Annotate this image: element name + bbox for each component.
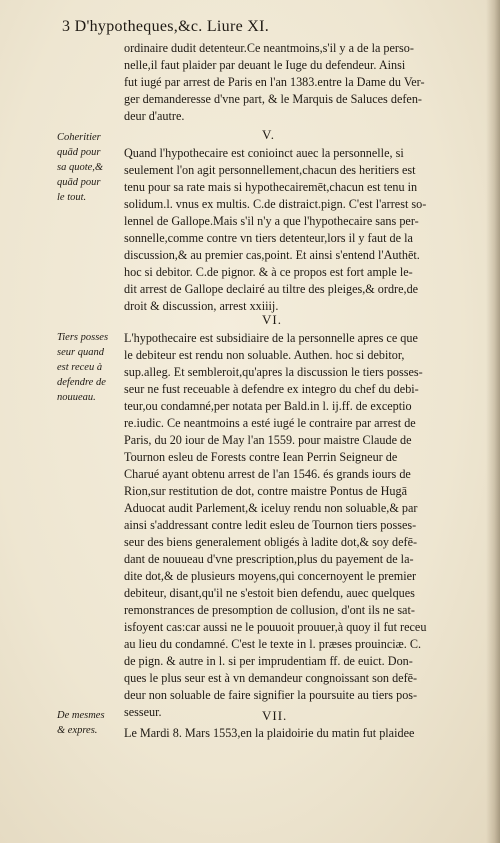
section-number-v: V. xyxy=(262,127,275,142)
text-line: Quand l'hypothecaire est conioinct auec la personnelle, si xyxy=(124,146,404,160)
text-line: isfoyent cas:car aussi ne le pouuoit prouuer,à quoy il fut receu xyxy=(124,620,427,634)
text-line: dant de nouueau d'vne prescription,plus du payement de la- xyxy=(124,552,414,566)
margin-note-coheritier xyxy=(57,130,123,205)
text-line: ordinaire dudit detenteur.Ce neantmoins,s'il y a de la perso- xyxy=(124,41,414,55)
margin-note-line: seur quand xyxy=(57,347,104,358)
text-line: nelle,il faut plaider par deuant le Iuge du defendeur. Ainsi xyxy=(124,58,406,72)
margin-note-line: Tiers posses xyxy=(57,332,109,343)
text-line: fut iugé par arrest de Paris en l'an 1383.entre la Dame du Ver- xyxy=(124,75,425,89)
margin-note-line: sa quote,& xyxy=(57,162,104,173)
text-line: Tournon esleu de Forests contre Iean Perrin Seigneur de xyxy=(124,450,398,464)
margin-note-line: quād pour xyxy=(57,147,101,158)
text-line: Paris, du 20 iour de May l'an 1559. pour maistre Claude de xyxy=(124,433,412,447)
text-line: sesseur. xyxy=(124,705,162,719)
margin-note-line: nouueau. xyxy=(57,392,96,403)
text-line: Aduocat audit Parlement,& iceluy rendu non soluable,& par xyxy=(124,501,418,515)
text-line: tenu pour sa rate mais si hypothecairemēt,chacun est tenu in xyxy=(124,180,418,194)
margin-note-line: Coheritier xyxy=(57,132,101,143)
text-line: droit & discussion, arrest xxiiij. xyxy=(124,299,279,313)
text-line: dit arrest de Gallope declairé au tiltre des pleiges,& ordre,de xyxy=(124,282,419,296)
text-line: ainsi s'addressant contre ledit esleu de Tournon tiers posses- xyxy=(124,518,417,532)
text-line: Rion,sur restitution de dot, contre maistre Pontus de Hugā xyxy=(124,484,407,498)
text-line: le debiteur est rendu non soluable. Authen. hoc si debitor, xyxy=(124,348,405,362)
margin-note-line: De mesmes xyxy=(57,710,105,721)
text-line: hoc si debitor. C.de pignor. & à ce propos est fort ample le- xyxy=(124,265,413,279)
text-line: seulement l'on agit personnellement,chacun des heritiers est xyxy=(124,163,416,177)
text-line: de pign. & autre in l. si per imprudentiam ff. de euict. Don- xyxy=(124,654,413,668)
text-line: ger demanderesse d'vne part, & le Marquis de Saluces defen- xyxy=(124,92,422,106)
text-line: deur d'autre. xyxy=(124,109,185,123)
page-gutter xyxy=(486,0,500,843)
text-line: solidum.l. vnus ex multis. C.de distraict.pign. C'est l'arrest so- xyxy=(124,197,427,211)
text-line: sup.alleg. Et sembleroit,qu'apres la discussion le tiers posses- xyxy=(124,365,423,379)
section-number-vi: VI. xyxy=(262,312,282,327)
text-line: deur non soluable de faire signifier la poursuite au tiers pos- xyxy=(124,688,418,702)
text-line: Charué ayant obtenu arrest de l'an 1546. és grands iours de xyxy=(124,467,411,481)
text-line: Le Mardi 8. Mars 1553,en la plaidoirie du matin fut plaidee xyxy=(124,726,415,740)
margin-note-line: defendre de xyxy=(57,377,106,388)
margin-note-line: est receu à xyxy=(57,362,103,373)
margin-note-line: quād pour xyxy=(57,177,101,188)
text-line: au lieu du condamné. C'est le texte in l. præses prouinciæ. C. xyxy=(124,637,422,651)
margin-note-tiers-possesseur xyxy=(57,330,123,405)
text-line: remonstrances de presomption de collusion, d'ont ils ne sat- xyxy=(124,603,415,617)
text-line: sonnelle,comme contre vn tiers detenteur,lors il y faut de la xyxy=(124,231,413,245)
margin-note-line: & expres. xyxy=(57,725,98,736)
text-line: discussion,& au premier cas,point. Et ainsi s'entend l'Authēt. xyxy=(124,248,420,262)
text-line: seur des biens generalement obligés à ladite dot,& soy defē- xyxy=(124,535,418,549)
margin-note-de-mesmes xyxy=(57,708,123,738)
text-line: seur ne fust receuable à defendre ex integro du chef du debi- xyxy=(124,382,419,396)
text-line: debiteur, disant,qu'il ne s'estoit bien defendu, auec quelques xyxy=(124,586,415,600)
text-line: teur,ou condamné,per notata per Bald.in l. ij.ff. de exceptio xyxy=(124,399,412,413)
text-line: re.iudic. Ce neantmoins a esté iugé le contraire par arrest de xyxy=(124,416,416,430)
section-number-vii: VII. xyxy=(262,708,288,723)
margin-note-line: le tout. xyxy=(57,192,87,203)
text-line: ques le plus seur est à vn demandeur congnoissant son defē- xyxy=(124,671,418,685)
text-line: L'hypothecaire est subsidiaire de la personnelle apres ce que xyxy=(124,331,418,345)
text-line: lennel de Gallope.Mais s'il n'y a que l'hypothecaire sans per- xyxy=(124,214,419,228)
running-header: 3 D'hypotheques,&c. Liure XI. xyxy=(62,18,270,35)
text-line: dite dot,& de plusieurs moyens,qui concernoyent le premier xyxy=(124,569,417,583)
